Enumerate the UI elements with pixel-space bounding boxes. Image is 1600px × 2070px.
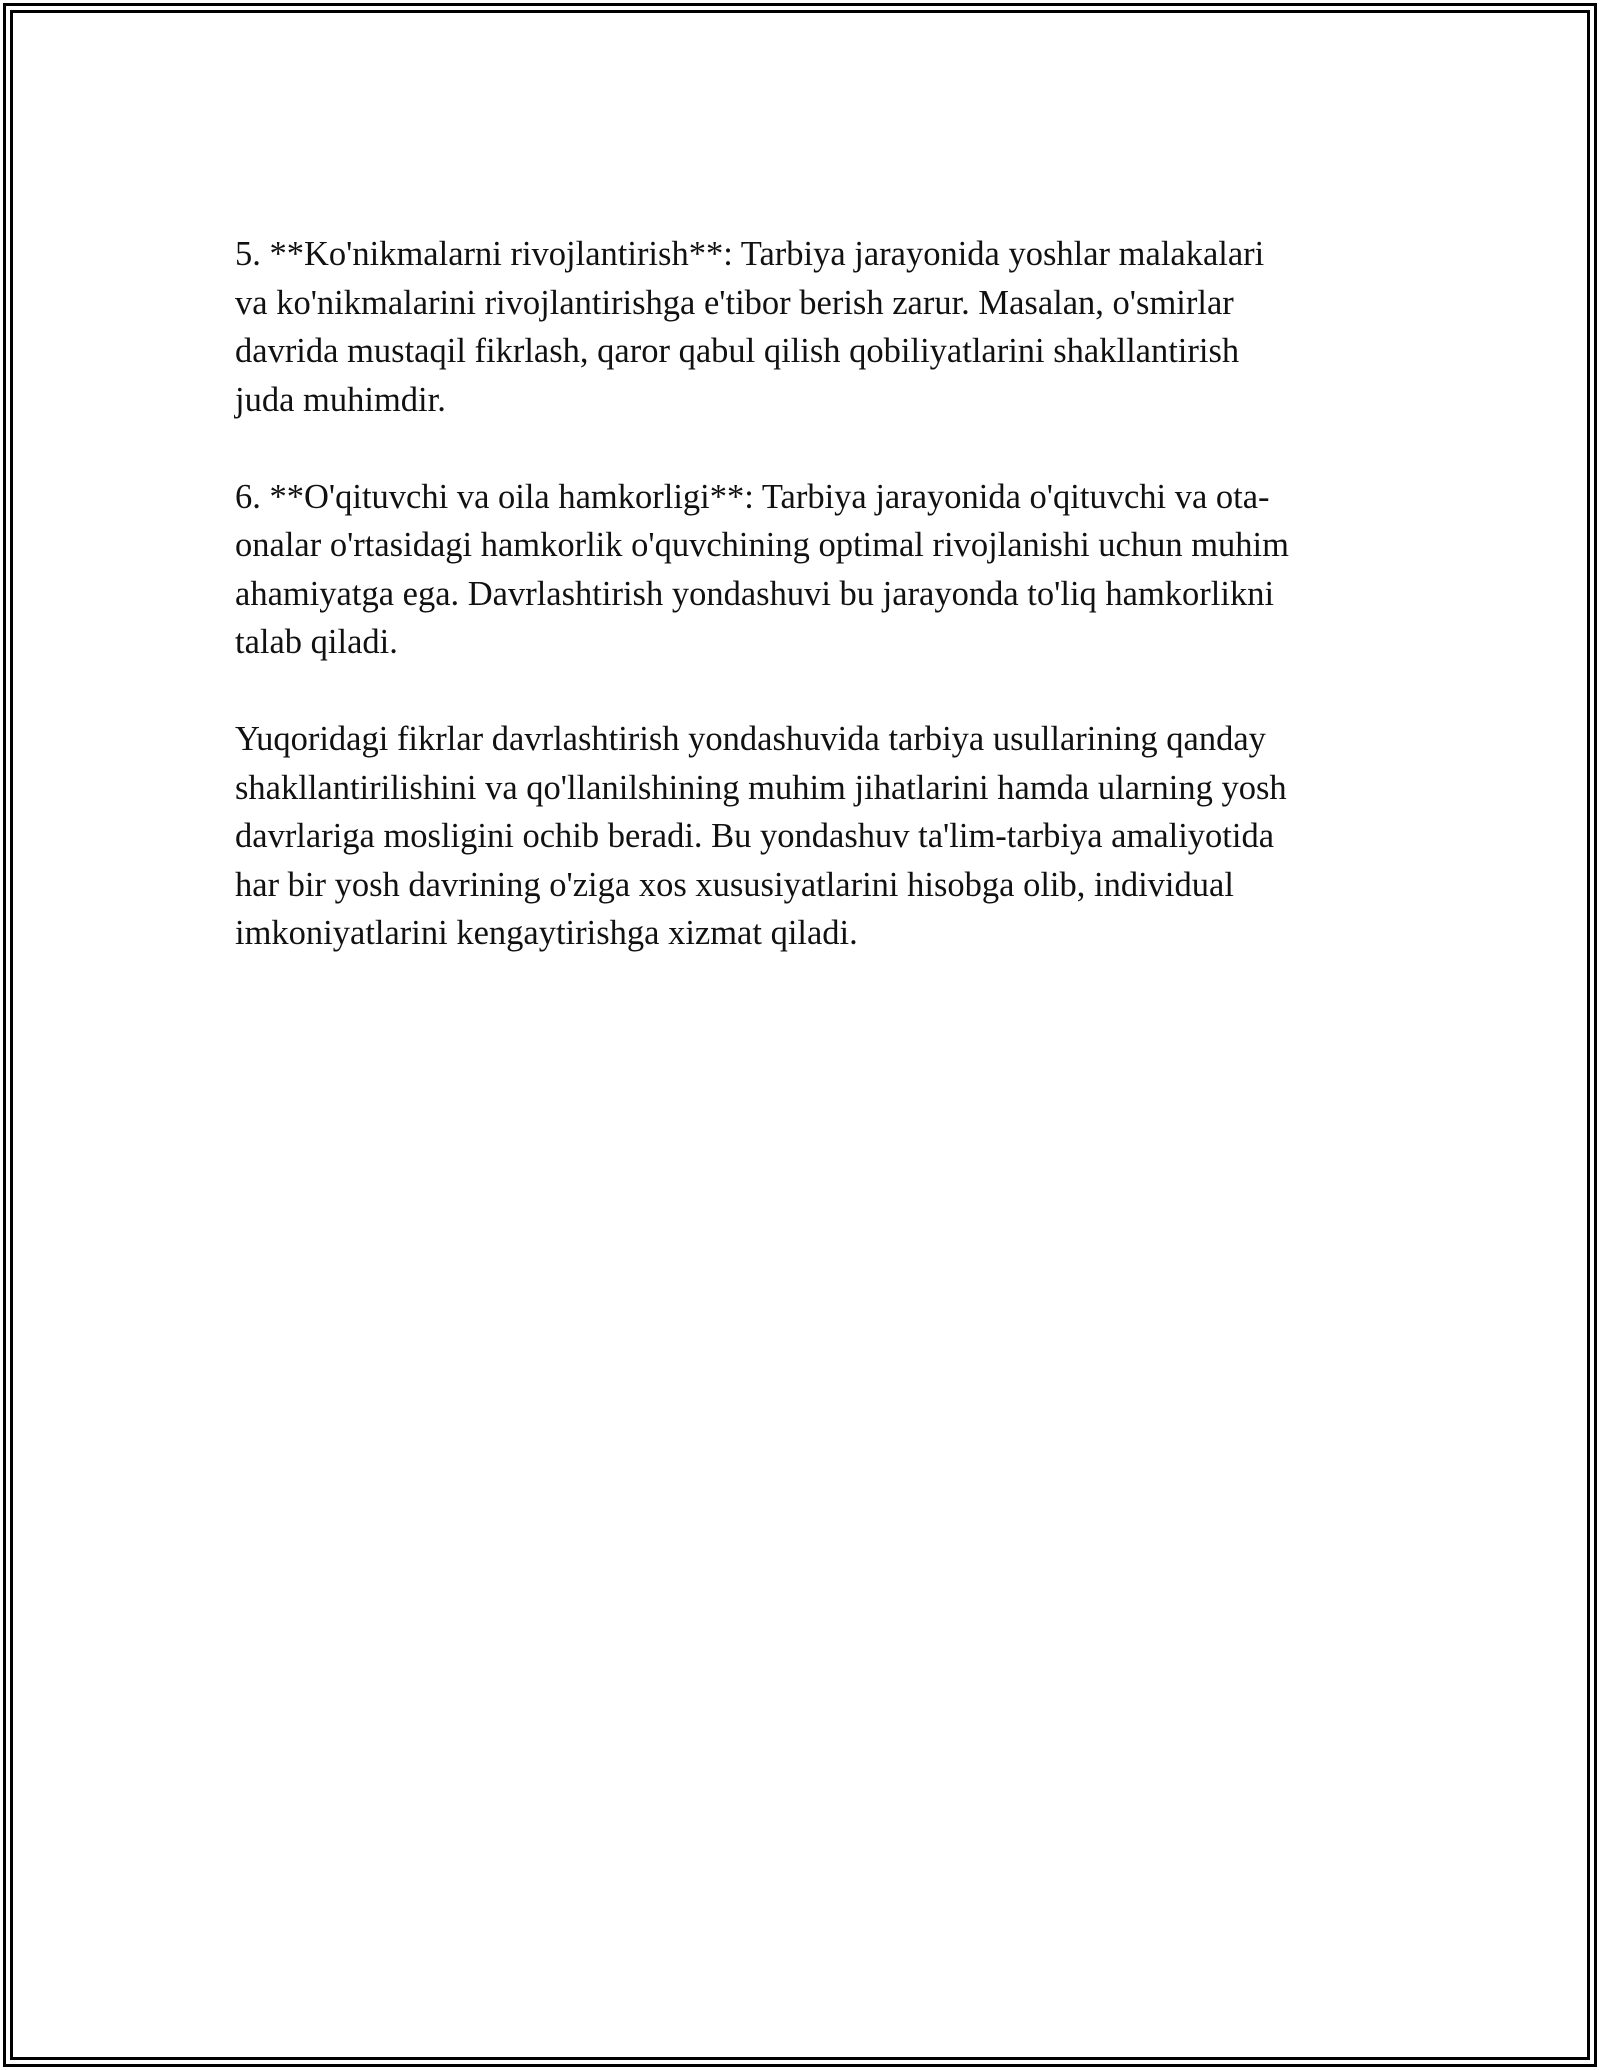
paragraph-skills-development: 5. **Ko'nikmalarni rivojlantirish**: Tarbiya jarayonida yoshlar malakalari va ko'nikmalarini rivojlantirishga e'tibor berish zarur. Masalan, o'smirlar davrida mustaqil fikrlash, qaror qabul qilish qobiliyatlarini shakllantirish juda muhimdir. bbox=[235, 235, 1265, 419]
document-body bbox=[235, 230, 1365, 1006]
paragraph-conclusion: Yuqoridagi fikrlar davrlashtirish yondashuvida tarbiya usullarining qanday shakllantirilishini va qo'llanilshining muhim jihatlarini hamda ularning yosh davrlariga mosligini ochib beradi. Bu yondashuv ta'lim-tarbiya amaliyotida har bir yosh davrining o'ziga xos xususiyatlarini hisobga olib, individual imkoniyatlarini kengaytirishga xizmat qiladi. bbox=[235, 720, 1287, 952]
paragraph-teacher-family-cooperation: 6. **O'qituvchi va oila hamkorligi**: Tarbiya jarayonida o'qituvchi va ota- onalar o'rtasidagi hamkorlik o'quvchining optimal rivojlanishi uchun muhim ahamiyatga ega. Davrlashtirish yondashuvi bu jarayonda to'liq hamkorlikni talab qiladi. bbox=[235, 477, 1289, 661]
